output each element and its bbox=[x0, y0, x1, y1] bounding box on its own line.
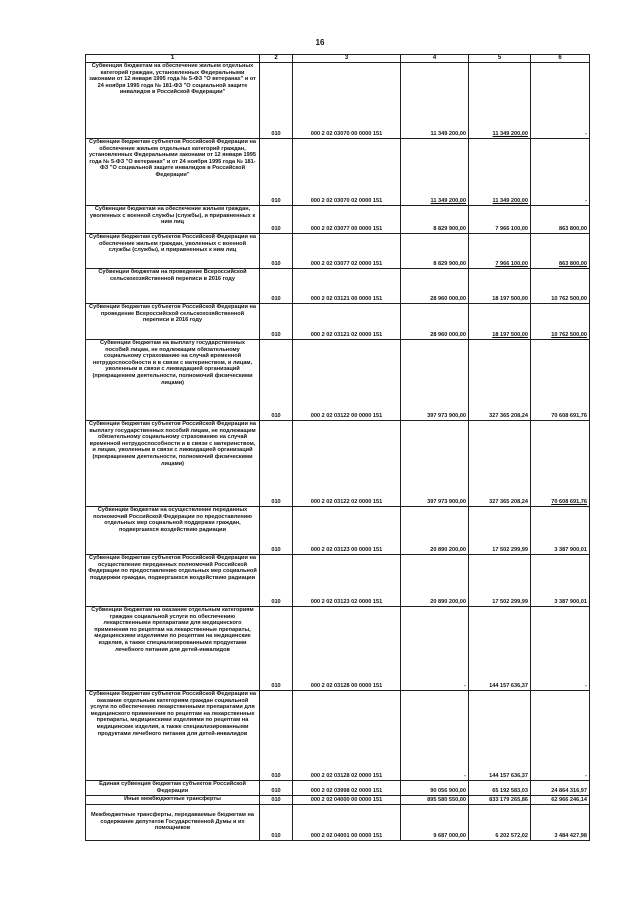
row-value-5: 144 157 636,37 bbox=[469, 607, 531, 691]
row-value-4: 90 056 900,00 bbox=[401, 781, 469, 796]
row-name: Субвенции бюджетам субъектов Российской Федерации на обеспечение жильем отдельных категорий граждан, установленных Федеральными законами от 12 января 1995 года № 5-ФЗ "О ветеранах" и от 24 ноября 1995 года № 181-ФЗ "О социальной защите инвалидов в Российской Федерации" bbox=[86, 139, 260, 206]
row-value-5: 11 349 200,00 bbox=[469, 139, 531, 206]
row-value-4: - bbox=[401, 607, 469, 691]
row-value-5: 17 502 299,99 bbox=[469, 555, 531, 607]
table-row bbox=[86, 507, 590, 555]
table-row bbox=[86, 340, 590, 421]
row-kbk: 000 2 02 03070 02 0000 151 bbox=[293, 139, 401, 206]
row-value-4: 11 349 200,00 bbox=[401, 63, 469, 139]
row-kbk: 000 2 02 03122 00 0000 151 bbox=[293, 340, 401, 421]
row-name: Единая субвенция бюджетам субъектов Российской Федерации bbox=[86, 781, 260, 796]
table-row bbox=[86, 234, 590, 269]
table-row bbox=[86, 555, 590, 607]
row-value-5: 6 202 572,02 bbox=[469, 805, 531, 841]
column-header: 6 bbox=[531, 55, 590, 63]
row-kbk: 000 2 02 03998 02 0000 151 bbox=[293, 781, 401, 796]
budget-table bbox=[85, 54, 590, 841]
column-header: 2 bbox=[260, 55, 293, 63]
table-header-row bbox=[86, 55, 590, 63]
column-header: 1 bbox=[86, 55, 260, 63]
row-value-6: - bbox=[531, 63, 590, 139]
row-kbk: 000 2 02 03128 00 0000 151 bbox=[293, 607, 401, 691]
row-value-4: 397 973 900,00 bbox=[401, 340, 469, 421]
row-kbk: 000 2 02 03128 02 0000 151 bbox=[293, 691, 401, 781]
row-value-5: 7 966 100,00 bbox=[469, 206, 531, 234]
row-value-4: 8 829 900,00 bbox=[401, 234, 469, 269]
row-value-6: 24 864 316,97 bbox=[531, 781, 590, 796]
row-value-6: 70 608 691,76 bbox=[531, 421, 590, 507]
row-value-5: 327 365 208,24 bbox=[469, 340, 531, 421]
page-number: 16 bbox=[315, 38, 325, 47]
table-row bbox=[86, 304, 590, 340]
row-name: Субвенции бюджетам на обеспечение жильем граждан, уволенных с военной службы (службы), и приравненных к ним лиц bbox=[86, 206, 260, 234]
row-value-4: 20 890 200,00 bbox=[401, 507, 469, 555]
row-value-6: 3 387 900,01 bbox=[531, 507, 590, 555]
row-name: Субвенции бюджетам субъектов Российской Федерации на осуществление переданных полномочий Российской Федерации по предоставлению отдельных мер социальной поддержки граждан, подвергшихся воздействию радиации bbox=[86, 555, 260, 607]
table-row bbox=[86, 607, 590, 691]
row-value-5: 11 349 200,00 bbox=[469, 63, 531, 139]
row-value-4: 20 890 200,00 bbox=[401, 555, 469, 607]
row-code: 010 bbox=[260, 304, 293, 340]
row-code: 010 bbox=[260, 781, 293, 796]
row-code: 010 bbox=[260, 340, 293, 421]
row-value-4: - bbox=[401, 691, 469, 781]
row-kbk: 000 2 02 03121 02 0000 151 bbox=[293, 304, 401, 340]
table-row bbox=[86, 139, 590, 206]
row-kbk: 000 2 02 03122 02 0000 151 bbox=[293, 421, 401, 507]
row-value-5: 18 197 500,00 bbox=[469, 269, 531, 304]
table-row bbox=[86, 691, 590, 781]
row-name: Иные межбюджетные трансферты bbox=[86, 796, 260, 805]
row-value-4: 397 973 900,00 bbox=[401, 421, 469, 507]
table-row bbox=[86, 63, 590, 139]
row-name: Субвенции бюджетам на оказание отдельным категориям граждан социальной услуги по обеспечению лекарственными препаратами для медицинского применения по рецептам на лекарственные препараты, медицинскими изделиями по рецептам на медицинские изделия, а также специализированными продуктами лечебного питания для детей-инвалидов bbox=[86, 607, 260, 691]
row-value-4: 9 687 000,00 bbox=[401, 805, 469, 841]
row-value-4: 28 960 000,00 bbox=[401, 269, 469, 304]
row-value-6: 62 966 246,14 bbox=[531, 796, 590, 805]
row-value-5: 18 197 500,00 bbox=[469, 304, 531, 340]
row-kbk: 000 2 02 03121 00 0000 151 bbox=[293, 269, 401, 304]
table-row bbox=[86, 206, 590, 234]
row-value-5: 7 966 100,00 bbox=[469, 234, 531, 269]
table-row bbox=[86, 805, 590, 841]
row-kbk: 000 2 02 03077 00 0000 151 bbox=[293, 206, 401, 234]
row-value-4: 28 960 000,00 bbox=[401, 304, 469, 340]
row-kbk: 000 2 02 03123 02 0000 151 bbox=[293, 555, 401, 607]
row-name: Субвенции бюджетам субъектов Российской Федерации на проведение Всероссийской сельскохозяйственной переписи в 2016 году bbox=[86, 304, 260, 340]
row-code: 010 bbox=[260, 421, 293, 507]
row-value-4: 895 580 550,00 bbox=[401, 796, 469, 805]
row-code: 010 bbox=[260, 507, 293, 555]
column-header: 5 bbox=[469, 55, 531, 63]
row-name: Межбюджетные трансферты, передаваемые бюджетам на содержание депутатов Государственной Думы и их помощников bbox=[86, 805, 260, 841]
row-code: 010 bbox=[260, 269, 293, 304]
row-code: 010 bbox=[260, 796, 293, 805]
row-code: 010 bbox=[260, 555, 293, 607]
row-value-6: 3 484 427,98 bbox=[531, 805, 590, 841]
row-code: 010 bbox=[260, 607, 293, 691]
row-name: Субвенции бюджетам на проведение Всероссийской сельскохозяйственной переписи в 2016 году bbox=[86, 269, 260, 304]
table-row bbox=[86, 781, 590, 796]
row-kbk: 000 2 02 03070 00 0000 151 bbox=[293, 63, 401, 139]
row-value-5: 65 192 583,03 bbox=[469, 781, 531, 796]
row-value-6: 10 762 500,00 bbox=[531, 304, 590, 340]
row-name: Субвенции бюджетам на выплату государственных пособий лицам, не подлежащим обязательному социальному страхованию на случай временной нетрудоспособности и в связи с материнством, и лицам, уволенным в связи с ликвидацией организаций (прекращением деятельности, полномочий физическими лицами) bbox=[86, 340, 260, 421]
row-kbk: 000 2 02 03077 02 0000 151 bbox=[293, 234, 401, 269]
row-kbk: 000 2 02 04001 00 0000 151 bbox=[293, 805, 401, 841]
row-value-6: 863 800,00 bbox=[531, 206, 590, 234]
row-value-5: 833 179 265,86 bbox=[469, 796, 531, 805]
row-value-5: 144 157 636,37 bbox=[469, 691, 531, 781]
row-name: Субвенции бюджетам субъектов Российской Федерации на оказание отдельным категориям граждан социальной услуги по обеспечению лекарственными препаратами для медицинского применения по рецептам на лекарственные препараты, медицинскими изделиями по рецептам на медицинские изделия, а также специализированными продуктами лечебного питания для детей-инвалидов bbox=[86, 691, 260, 781]
row-value-5: 17 502 299,99 bbox=[469, 507, 531, 555]
row-name: Субвенции бюджетам субъектов Российской Федерации на обеспечение жильем граждан, уволенных с военной службы (службы), и приравненных к ним лиц bbox=[86, 234, 260, 269]
row-value-6: 3 387 900,01 bbox=[531, 555, 590, 607]
row-value-6: - bbox=[531, 607, 590, 691]
row-name: Субвенция бюджетам на обеспечение жильем отдельных категорий граждан, установленных Федеральными законами от 12 января 1995 года № 5-ФЗ "О ветеранах" и от 24 ноября 1995 года № 181-ФЗ "О социальной защите инвалидов в Российской Федерации" bbox=[86, 63, 260, 139]
row-code: 010 bbox=[260, 206, 293, 234]
row-value-6: 863 800,00 bbox=[531, 234, 590, 269]
table-row bbox=[86, 421, 590, 507]
row-kbk: 000 2 02 04000 00 0000 151 bbox=[293, 796, 401, 805]
row-value-6: 70 608 691,76 bbox=[531, 340, 590, 421]
row-code: 010 bbox=[260, 691, 293, 781]
row-value-5: 327 365 208,24 bbox=[469, 421, 531, 507]
row-code: 010 bbox=[260, 63, 293, 139]
table-row bbox=[86, 796, 590, 805]
row-name: Субвенции бюджетам на осуществление переданных полномочий Российской Федерации по предоставлению отдельных мер социальной поддержки граждан, подвергшихся воздействию радиации bbox=[86, 507, 260, 555]
table-row bbox=[86, 269, 590, 304]
column-header: 3 bbox=[293, 55, 401, 63]
column-header: 4 bbox=[401, 55, 469, 63]
row-kbk: 000 2 02 03123 00 0000 151 bbox=[293, 507, 401, 555]
row-value-6: - bbox=[531, 691, 590, 781]
row-value-6: 10 762 500,00 bbox=[531, 269, 590, 304]
row-code: 010 bbox=[260, 805, 293, 841]
row-code: 010 bbox=[260, 139, 293, 206]
row-value-6: - bbox=[531, 139, 590, 206]
row-name: Субвенции бюджетам субъектов Российской Федерации на выплату государственных пособий лицам, не подлежащим обязательному социальному страхованию на случай временной нетрудоспособности и в связи с материнством, и лицам, уволенным в связи с ликвидацией организаций (прекращением деятельности, полномочий физическими лицами) bbox=[86, 421, 260, 507]
row-value-4: 8 829 900,00 bbox=[401, 206, 469, 234]
row-value-4: 11 349 200,00 bbox=[401, 139, 469, 206]
row-code: 010 bbox=[260, 234, 293, 269]
